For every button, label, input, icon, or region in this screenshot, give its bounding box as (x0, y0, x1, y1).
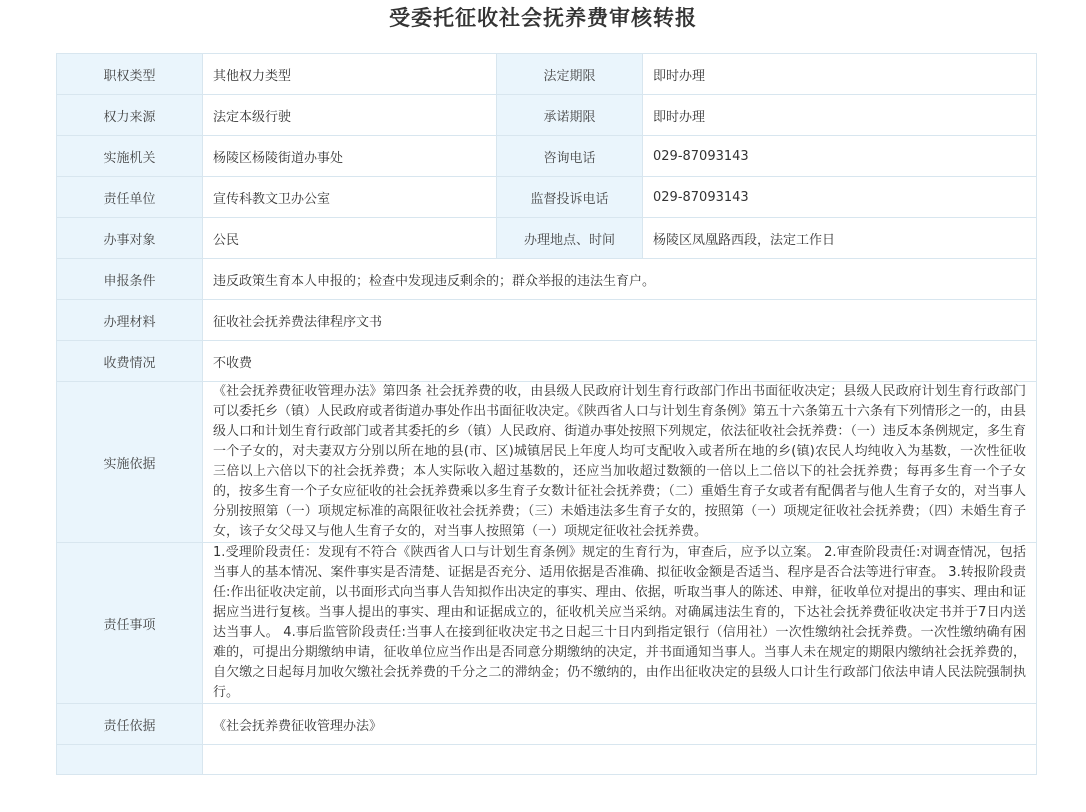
target-value: 公民 (203, 218, 497, 259)
duty-basis-value: 《社会抚养费征收管理办法》 (203, 704, 1037, 745)
next-row-label (57, 745, 203, 775)
table-row (57, 745, 1037, 775)
basis-label: 实施依据 (57, 382, 203, 543)
basis-value: 《社会抚养费征收管理办法》第四条 社会抚养费的收，由县级人民政府计划生育行政部门作出书面征收决定；县级人民政府计划生育行政部门可以委托乡（镇）人民政府或者街道办事处作出书面征收决定。《陕西省人口与计划生育条例》第五十六条第五十六条有下列情形之一的，由县级人口和计划生育行政部门或者其委托的乡（镇）人民政府、街道办事处按照下列规定，依法征收社会抚养费：（一）违反本条例规定，多生育一个子女的，对夫妻双方分别以所在地的县(市、区)城镇居民上年度人均可支配收入或者所在地的乡(镇)农民人均纯收入为基数，一次性征收三倍以上六倍以下的社会抚养费；本人实际收入超过基数的，还应当加收超过数额的一倍以上二倍以下的社会抚养费；每再多生育一个子女的，按多生育一个子女应征收的社会抚养费乘以多生育子女数计征社会抚养费；（二）重婚生育子女或者有配偶者与他人生育子女的，对当事人分别按照第（一）项规定标准的高限征收社会抚养费；（三）未婚违法多生育子女的，按照第（一）项规定征收社会抚养费；（四）未婚生育子女，该子女父母又与他人生育子女的，对当事人按照第（一）项规定征收社会抚养费。 (203, 382, 1037, 543)
table-row (57, 704, 1037, 745)
materials-value: 征收社会抚养费法律程序文书 (203, 300, 1037, 341)
consult-phone-label: 咨询电话 (497, 136, 643, 177)
table-row (57, 382, 1037, 543)
complaint-phone-value: 029-87093143 (643, 177, 1037, 218)
agency-value: 杨陵区杨陵街道办事处 (203, 136, 497, 177)
legal-term-label: 法定期限 (497, 54, 643, 95)
promise-term-value: 即时办理 (643, 95, 1037, 136)
fees-label: 收费情况 (57, 341, 203, 382)
power-source-label: 权力来源 (57, 95, 203, 136)
resp-unit-value: 宣传科教文卫办公室 (203, 177, 497, 218)
duty-basis-label: 责任依据 (57, 704, 203, 745)
page-title: 受委托征收社会抚养费审核转报 (389, 6, 697, 30)
next-row-value (203, 745, 1037, 775)
duties-label: 责任事项 (57, 543, 203, 704)
promise-term-label: 承诺期限 (497, 95, 643, 136)
table-row (57, 177, 1037, 218)
table-row (57, 543, 1037, 704)
legal-term-value: 即时办理 (643, 54, 1037, 95)
resp-unit-label: 责任单位 (57, 177, 203, 218)
consult-phone-value: 029-87093143 (643, 136, 1037, 177)
location-label: 办理地点、时间 (497, 218, 643, 259)
info-table (56, 53, 1037, 775)
location-value: 杨陵区凤凰路西段，法定工作日 (643, 218, 1037, 259)
table-row (57, 136, 1037, 177)
table-row (57, 341, 1037, 382)
table-row (57, 259, 1037, 300)
table-row (57, 95, 1037, 136)
conditions-value: 违反政策生育本人申报的；检查中发现违反剩余的；群众举报的违法生育户。 (203, 259, 1037, 300)
agency-label: 实施机关 (57, 136, 203, 177)
materials-label: 办理材料 (57, 300, 203, 341)
power-source-value: 法定本级行驶 (203, 95, 497, 136)
conditions-label: 申报条件 (57, 259, 203, 300)
complaint-phone-label: 监督投诉电话 (497, 177, 643, 218)
power-type-value: 其他权力类型 (203, 54, 497, 95)
target-label: 办事对象 (57, 218, 203, 259)
fees-value: 不收费 (203, 341, 1037, 382)
duties-value: 1.受理阶段责任：发现有不符合《陕西省人口与计划生育条例》规定的生育行为，审查后，应予以立案。 2.审查阶段责任:对调查情况，包括当事人的基本情况、案件事实是否清楚、证据是否充分、适用依据是否准确、拟征收金额是否适当、程序是否合法等进行审查。 3.转报阶段责任:作出征收决定前，以书面形式向当事人告知拟作出决定的事实、理由、依据，听取当事人的陈述、申辩，征收单位对提出的事实、理由和证据应当进行复核。当事人提出的事实、理由和证据成立的，征收机关应当采纳。对确属违法生育的，下达社会抚养费征收决定书并于7日内送达当事人。 4.事后监管阶段责任:当事人在接到征收决定书之日起三十日内到指定银行（信用社）一次性缴纳社会抚养费。一次性缴纳确有困难的，可提出分期缴纳申请，征收单位应当作出是否同意分期缴纳的决定，并书面通知当事人。当事人未在规定的期限内缴纳社会抚养费的，自欠缴之日起每月加收欠缴社会抚养费的千分之二的滞纳金；仍不缴纳的，由作出征收决定的县级人口计生行政部门依法申请人民法院强制执行。 (203, 543, 1037, 704)
table-row (57, 54, 1037, 95)
table-row (57, 218, 1037, 259)
power-type-label: 职权类型 (57, 54, 203, 95)
table-row (57, 300, 1037, 341)
